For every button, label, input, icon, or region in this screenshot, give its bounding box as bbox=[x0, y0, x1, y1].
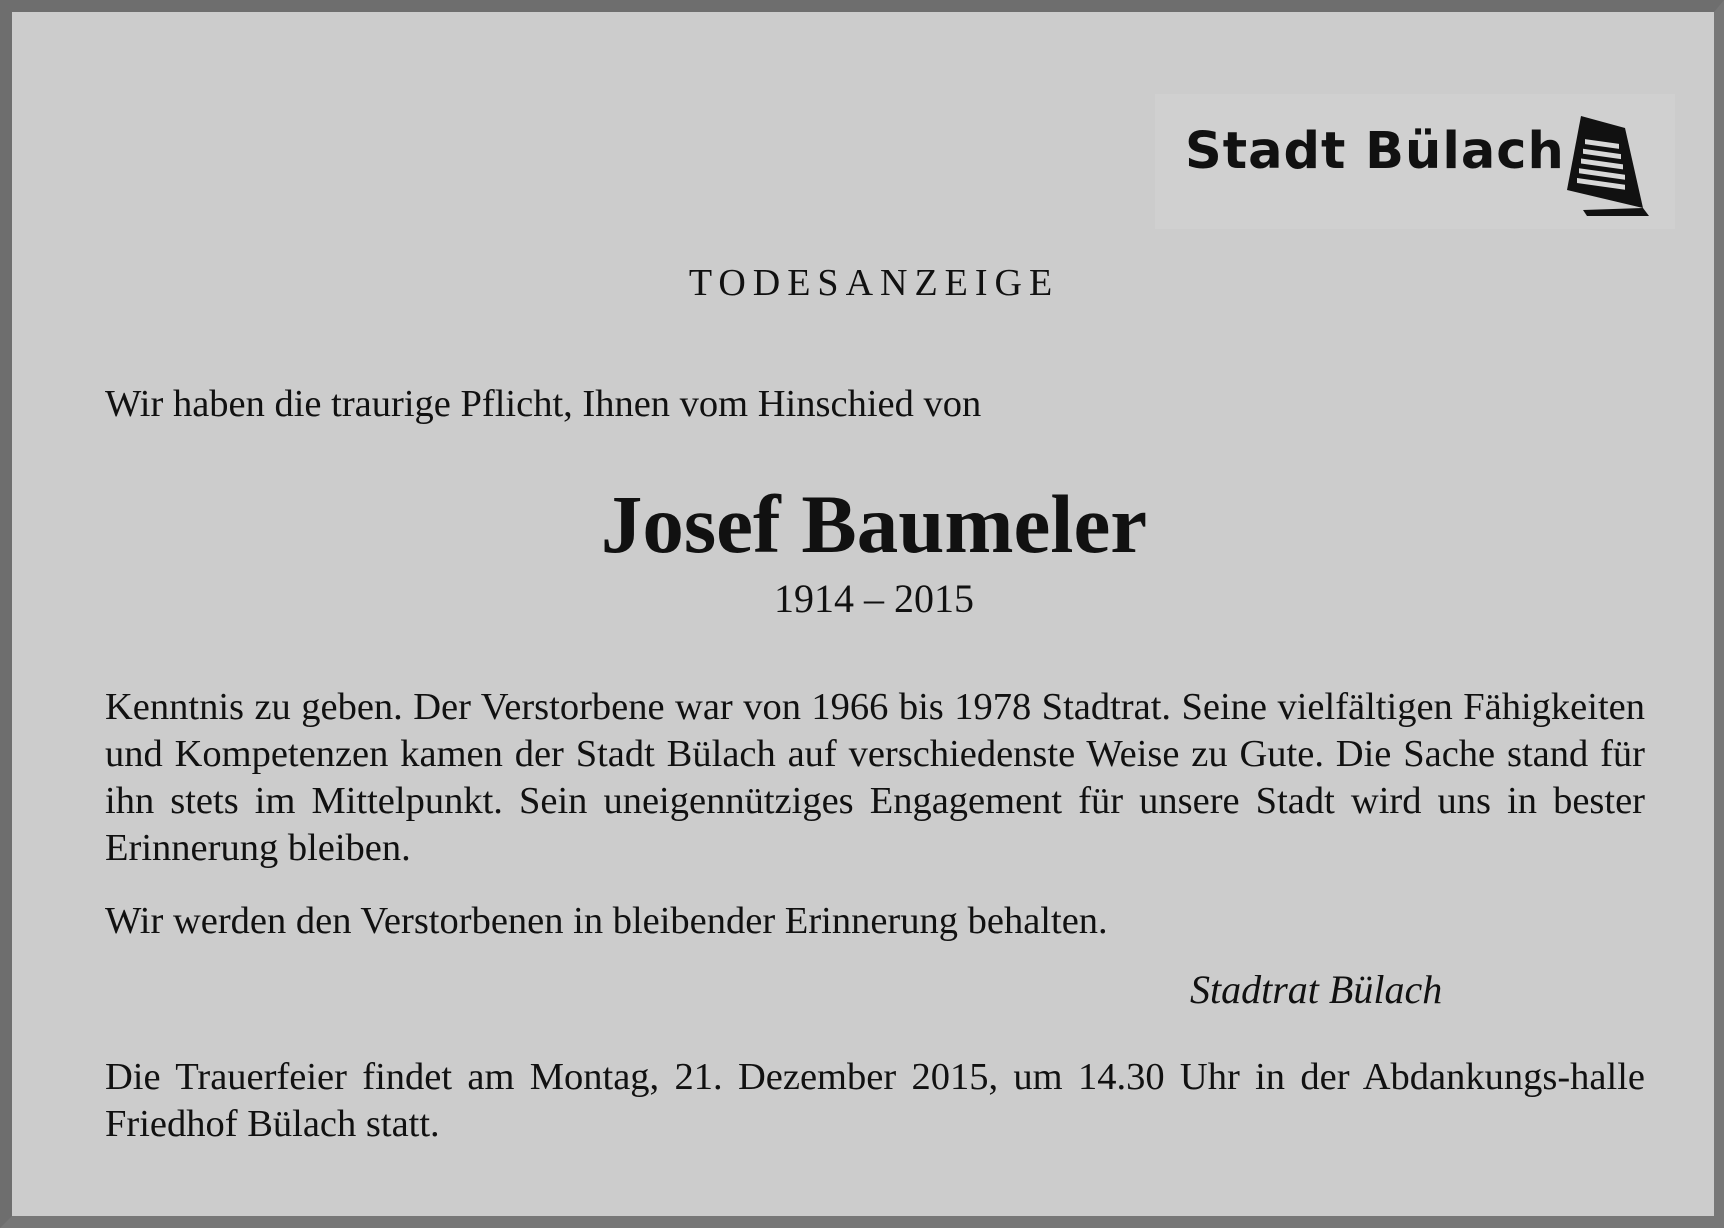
notice-heading: TODESANZEIGE bbox=[688, 262, 1060, 304]
body-text: Kenntnis zu geben. Der Verstorbene war von 1966 bis 1978 Stadtrat. Seine vielfältigen Fähigkeiten und Kompetenzen kamen der Stadt Bülach auf verschiedenste Weise zu Gute. Die Sache stand für ihn stets im Mittelpunkt. Sein uneigennütziges Engagement für unsere Stadt wird uns in bester Erinnerung bleiben. bbox=[105, 686, 1645, 869]
deceased-name: Josef Baumeler bbox=[600, 478, 1148, 570]
logo-text: Stadt Bülach bbox=[1185, 122, 1565, 181]
stadt-buelach-coat-of-arms-icon bbox=[1563, 112, 1653, 218]
funeral-info: Die Trauerfeier findet am Montag, 21. Dezember 2015, um 14.30 Uhr in der Abdankungs-halle Friedhof Bülach statt. bbox=[105, 1056, 1645, 1145]
closing-text: Wir werden den Verstorbenen in bleibender Erinnerung behalten. bbox=[105, 900, 1108, 942]
signature: Stadtrat Bülach bbox=[1190, 967, 1443, 1012]
logo bbox=[1155, 94, 1675, 229]
intro-text: Wir haben die traurige Pflicht, Ihnen vom Hinschied von bbox=[105, 383, 982, 425]
life-years: 1914 – 2015 bbox=[774, 576, 974, 621]
